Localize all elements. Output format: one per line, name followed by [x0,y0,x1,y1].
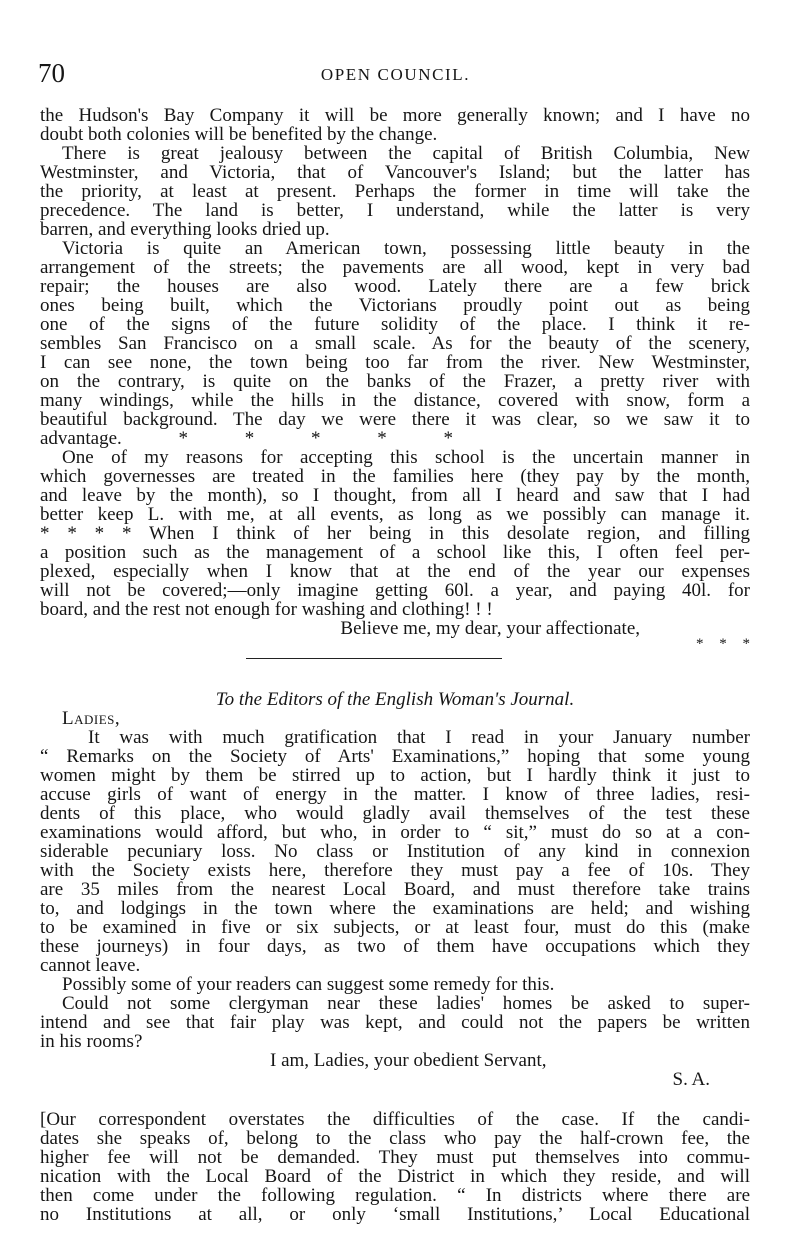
text-line: dents of this place, who would gladly avail themselves of the test these [40,803,750,824]
text-line: cannot leave. [40,955,141,976]
text-line: Westminster, and Victoria, that of Vancouver's Island; but the latter has [40,162,750,183]
text-line: to, and lodgings in the town where the examinations are held; and wishing [40,898,750,919]
text-line: one of the signs of the future solidity of the place. I think it re- [40,314,750,335]
text-line: in his rooms? [40,1031,143,1052]
text-line: the Hudson's Bay Company it will be more generally known; and I have no [40,105,750,126]
text-line: on the contrary, is quite on the banks of the Frazer, a pretty river with [40,371,750,392]
letter-signature: S. A. [672,1069,710,1090]
text-line: There is great jealousy between the capital of British Columbia, New [62,143,750,164]
text-line: repair; the houses are also wood. Lately there are a few brick [40,276,750,297]
letter-signature-asterisks: * * * [696,636,750,652]
text-line: ones being built, which the Victorians proudly point out as being [40,295,750,316]
text-line: barren, and everything looks dried up. [40,219,330,240]
text-line: which governesses are treated in the families here (they pay by the month, [40,466,750,487]
running-title: OPEN COUNCIL. [320,65,471,84]
text-line: One of my reasons for accepting this school is the uncertain manner in [62,447,750,468]
text-line: to be examined in five or six subjects, or at least four, must do this (make [40,917,750,938]
text-line: higher fee will not be demanded. They must put themselves into commu- [40,1147,750,1168]
text-line: will not be covered;—only imagine getting 60l. a year, and paying 40l. for [40,580,750,601]
page-header [38,58,753,92]
text-line: dates she speaks of, belong to the class who pay the half-crown fee, the [40,1128,750,1149]
text-line: no Institutions at all, or only ‘small Institutions,’ Local Educational [40,1204,750,1225]
salutation: Ladies, [62,708,121,729]
text-line: precedence. The land is better, I understand, while the latter is very [40,200,750,221]
text-line: examinations would afford, but who, in order to “ sit,” must do so at a con- [40,822,750,843]
text-line: intend and see that fair play was kept, and could not the papers be written [40,1012,750,1033]
text-line: are 35 miles from the nearest Local Board, and must therefore take trains [40,879,750,900]
text-line: accuse girls of want of energy in the matter. I know of three ladies, resi- [40,784,750,805]
page-number: 70 [38,58,65,88]
text-line: plexed, especially when I know that at the end of the year our expenses [40,561,750,582]
text-line: Could not some clergyman near these ladies' homes be asked to super- [62,993,750,1014]
text-line: with the Society exists here, therefore they must pay a fee of 10s. They [40,860,750,881]
letter-closing: I am, Ladies, your obedient Servant, [270,1050,547,1071]
text-line: women might by them be stirred up to action, but I hardly think it just to [40,765,750,786]
text-line: these journeys) in four days, as two of them have occupations which they [40,936,750,957]
text-line: a position such as the management of a school like this, I often feel per- [40,542,750,563]
text-line: beautiful background. The day we were there it was clear, so we saw it to [40,409,750,430]
text-line: better keep L. with me, at all events, as long as we possibly can manage it. [40,504,750,525]
text-line: doubt both colonies will be benefited by the change. [40,124,438,145]
text-line: Victoria is quite an American town, possessing little beauty in the [62,238,750,259]
text-line: siderable pecuniary loss. No class or Institution of any kind in connexion [40,841,750,862]
text-line: the priority, at least at present. Perhaps the former in time will take the [40,181,750,202]
text-line: [Our correspondent overstates the difficulties of the case. If the candi- [40,1109,750,1130]
section-divider [246,658,502,659]
text-line: “ Remarks on the Society of Arts' Examinations,” hoping that some young [40,746,750,767]
text-line: many windings, while the hills in the distance, covered with snow, form a [40,390,750,411]
text-line: advantage. * * * * * [40,428,454,449]
text-line: nication with the Local Board of the District in which they reside, and will [40,1166,750,1187]
text-line: sembles San Francisco on a small scale. As for the beauty of the scenery, [40,333,750,354]
text-line: I can see none, the town being too far from the river. New Westminster, [40,352,750,373]
text-line: Possibly some of your readers can suggest some remedy for this. [62,974,555,995]
text-line: and leave by the month), so I thought, from all I heard and saw that I had [40,485,750,506]
text-line: * * * * When I think of her being in this desolate region, and filling [40,523,750,544]
text-line: arrangement of the streets; the pavements are all wood, kept in very bad [40,257,750,278]
text-line: It was with much gratification that I read in your January number [88,727,750,748]
letter-closing: Believe me, my dear, your affectionate, [340,618,640,639]
letter-heading: To the Editors of the English Woman's Journal. [215,689,575,710]
text-line: board, and the rest not enough for washing and clothing! ! ! [40,599,493,620]
text-line: then come under the following regulation. “ In districts where there are [40,1185,750,1206]
